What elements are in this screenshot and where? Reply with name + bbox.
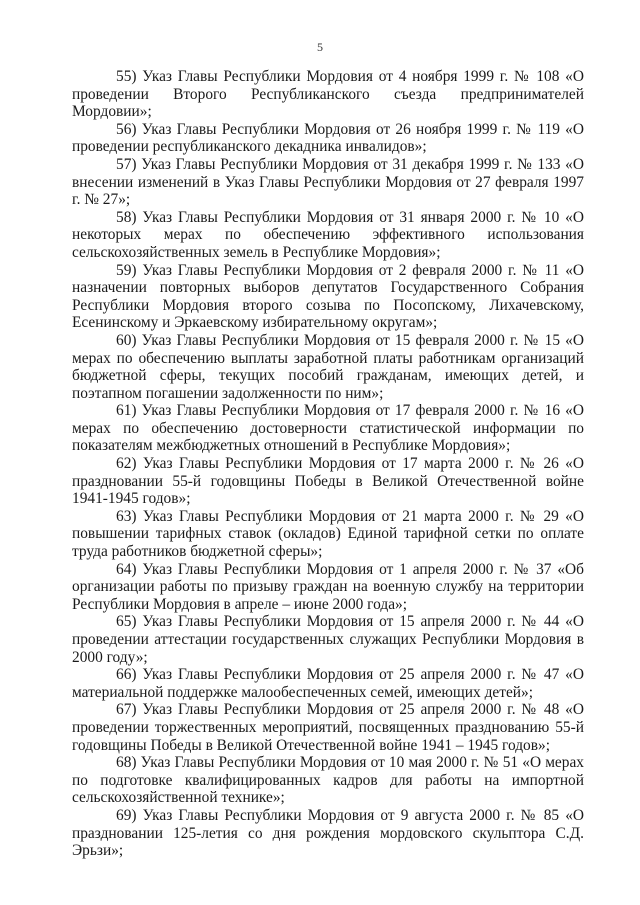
item-number: 68): [116, 754, 137, 772]
list-item: [72, 332, 584, 402]
list-item: [72, 209, 584, 262]
item-number: 66): [116, 666, 137, 684]
item-number: 69): [116, 806, 137, 824]
document-body: [72, 68, 584, 860]
list-item: [72, 156, 584, 209]
item-text: Указ Главы Республики Мордовия от 10 мая 2000 г. № 51 «О мерах по подготовке квалифицированных кадров для работы на импортной сельскохозяйственной технике»;: [72, 754, 584, 807]
list-item: [72, 701, 584, 754]
page-number: 5: [317, 40, 323, 54]
item-text: Указ Главы Республики Мордовия от 15 февраля 2000 г. № 15 «О мерах по обеспечению выплаты заработной платы работникам организаций бюджетной сферы, текущих пособий гражданам, имеющих детей, и поэтапном погашении задолженности по ним»;: [72, 331, 584, 402]
item-text: Указ Главы Республики Мордовия от 31 января 2000 г. № 10 «О некоторых мерах по обеспечению эффективного использования сельскохозяйственных земель в Республике Мордовия»;: [72, 208, 584, 261]
item-number: 62): [116, 455, 137, 473]
item-text: Указ Главы Республики Мордовия от 26 ноября 1999 г. № 119 «О проведении республиканского декадника инвалидов»;: [72, 120, 584, 156]
list-item: [72, 262, 584, 332]
item-number: 67): [116, 701, 137, 719]
item-number: 64): [116, 560, 137, 578]
list-item: [72, 666, 584, 701]
item-number: 60): [116, 331, 137, 349]
list-item: [72, 68, 584, 121]
item-number: 56): [116, 120, 137, 138]
item-text: Указ Главы Республики Мордовия от 17 марта 2000 г. № 26 «О праздновании 55-й годовщины Победы в Великой Отечественной войне 1941-1945 годов»;: [72, 455, 584, 508]
item-number: 65): [116, 613, 137, 631]
item-number: 57): [116, 155, 137, 173]
list-item: [72, 455, 584, 508]
list-item: [72, 121, 584, 156]
list-item: [72, 561, 584, 614]
item-text: Указ Главы Республики Мордовия от 1 апреля 2000 г. № 37 «Об организации работы по призыву граждан на военную службу на территории Республики Мордовия в апреле – июне 2000 года»;: [72, 560, 584, 613]
item-text: Указ Главы Республики Мордовия от 15 апреля 2000 г. № 44 «О проведении аттестации государственных служащих Республики Мордовия в 2000 году»;: [72, 613, 584, 666]
item-text: Указ Главы Республики Мордовия от 25 апреля 2000 г. № 47 «О материальной поддержке малообеспеченных семей, имеющих детей»;: [72, 666, 584, 701]
list-item: [72, 754, 584, 807]
item-text: Указ Главы Республики Мордовия от 4 ноября 1999 г. № 108 «О проведении Второго Республиканского съезда предпринимателей Мордовии»;: [72, 68, 584, 121]
list-item: [72, 402, 584, 455]
item-number: 55): [116, 68, 137, 85]
item-text: Указ Главы Республики Мордовия от 31 декабря 1999 г. № 133 «О внесении изменений в Указ Главы Республики Мордовия от 27 февраля 1997 г. № 27»;: [72, 155, 584, 209]
item-number: 63): [116, 507, 137, 525]
list-item: [72, 508, 584, 561]
item-number: 58): [116, 208, 137, 226]
item-text: Указ Главы Республики Мордовия от 25 апреля 2000 г. № 48 «О проведении торжественных мероприятий, посвященных празднованию 55-й годовщины Победы в Великой Отечественной войне 1941 – 1945 годов»;: [72, 701, 584, 754]
item-number: 59): [116, 261, 137, 279]
list-item: [72, 613, 584, 666]
item-number: 61): [116, 402, 137, 420]
item-text: Указ Главы Республики Мордовия от 21 марта 2000 г. № 29 «О повышении тарифных ставок (окладов) Единой тарифной сетки по оплате труда работников бюджетной сферы»;: [72, 507, 584, 561]
item-text: Указ Главы Республики Мордовия от 9 августа 2000 г. № 85 «О праздновании 125-летия со дня рождения мордовского скульптора С.Д. Эрьзи»;: [72, 806, 584, 860]
list-item: [72, 807, 584, 860]
item-text: Указ Главы Республики Мордовия от 17 февраля 2000 г. № 16 «О мерах по обеспечению достоверности статистической информации по показателям межбюджетных отношений в Республике Мордовия»;: [72, 402, 584, 455]
item-text: Указ Главы Республики Мордовия от 2 февраля 2000 г. № 11 «О назначении повторных выборов депутатов Государственного Собрания Республики Мордовия второго созыва по Посопскому, Лихачевскому, Есенинскому и Эркаевскому избирательному округам»;: [72, 261, 584, 332]
